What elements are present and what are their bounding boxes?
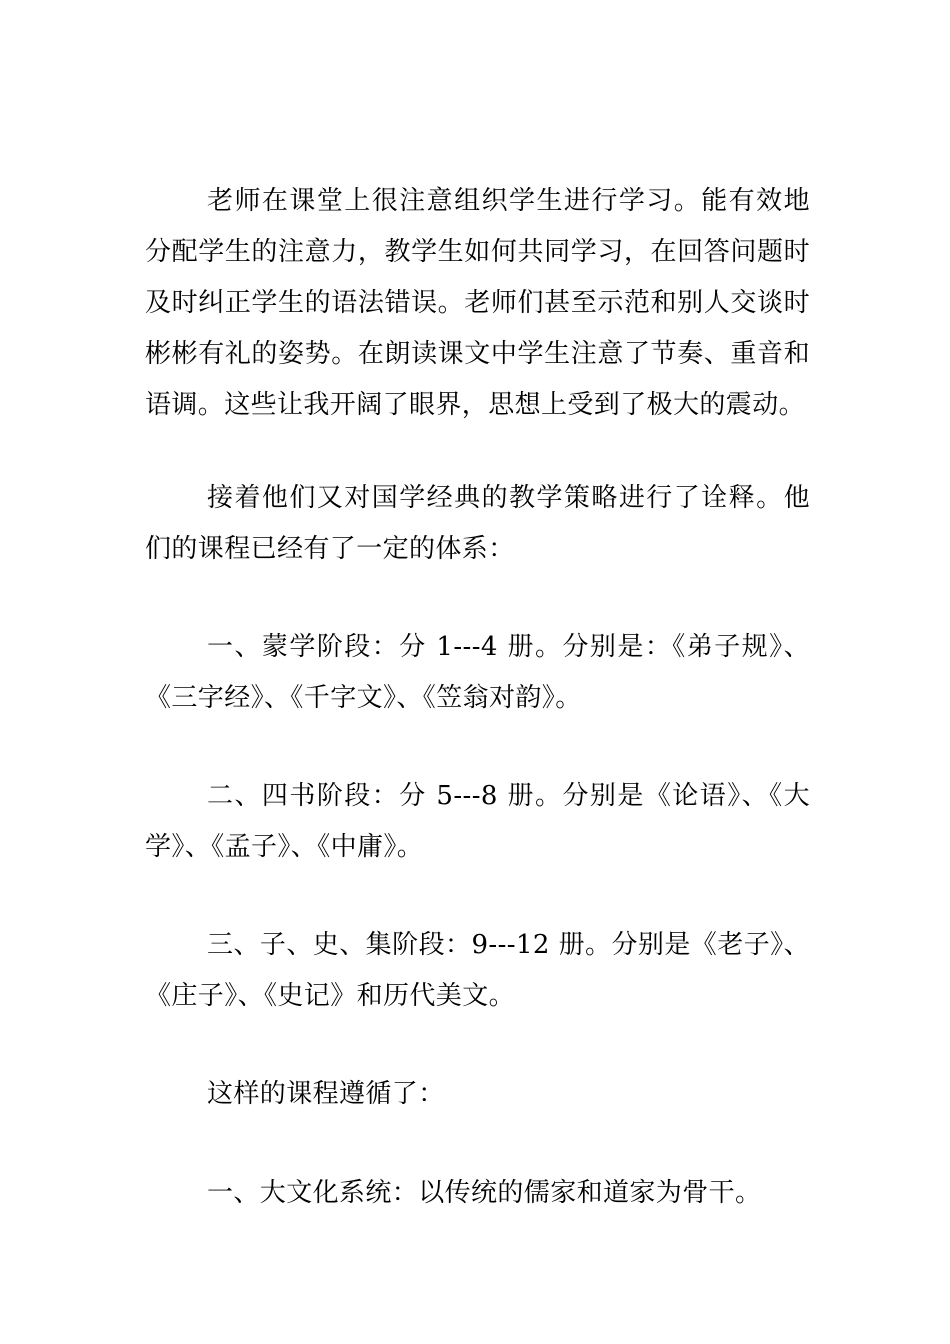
paragraph-stage-two: 二、四书阶段：分 5---8 册。分别是《论语》、《大学》、《孟子》、《中庸》。 — [145, 781, 810, 862]
paragraph-curriculum-follows: 这样的课程遵循了： — [207, 1079, 445, 1109]
paragraph-culture-system: 一、大文化系统：以传统的儒家和道家为骨干。 — [207, 1178, 762, 1208]
paragraph-teaching-strategy: 接着他们又对国学经典的教学策略进行了诠释。他们的课程已经有了一定的体系： — [145, 483, 810, 564]
paragraph-stage-three: 三、子、史、集阶段：9---12 册。分别是《老子》、《庄子》、《史记》和历代美文。 — [145, 930, 810, 1011]
paragraph-stage-one: 一、蒙学阶段：分 1---4 册。分别是：《弟子规》、《三字经》、《千字文》、《笠翁对韵》。 — [145, 632, 810, 713]
paragraph-classroom-organization: 老师在课堂上很注意组织学生进行学习。能有效地分配学生的注意力，教学生如何共同学习，在回答问题时及时纠正学生的语法错误。老师们甚至示范和别人交谈时彬彬有礼的姿势。在朗读课文中学生注意了节奏、重音和语调。这些让我开阔了眼界，思想上受到了极大的震动。 — [145, 186, 810, 420]
